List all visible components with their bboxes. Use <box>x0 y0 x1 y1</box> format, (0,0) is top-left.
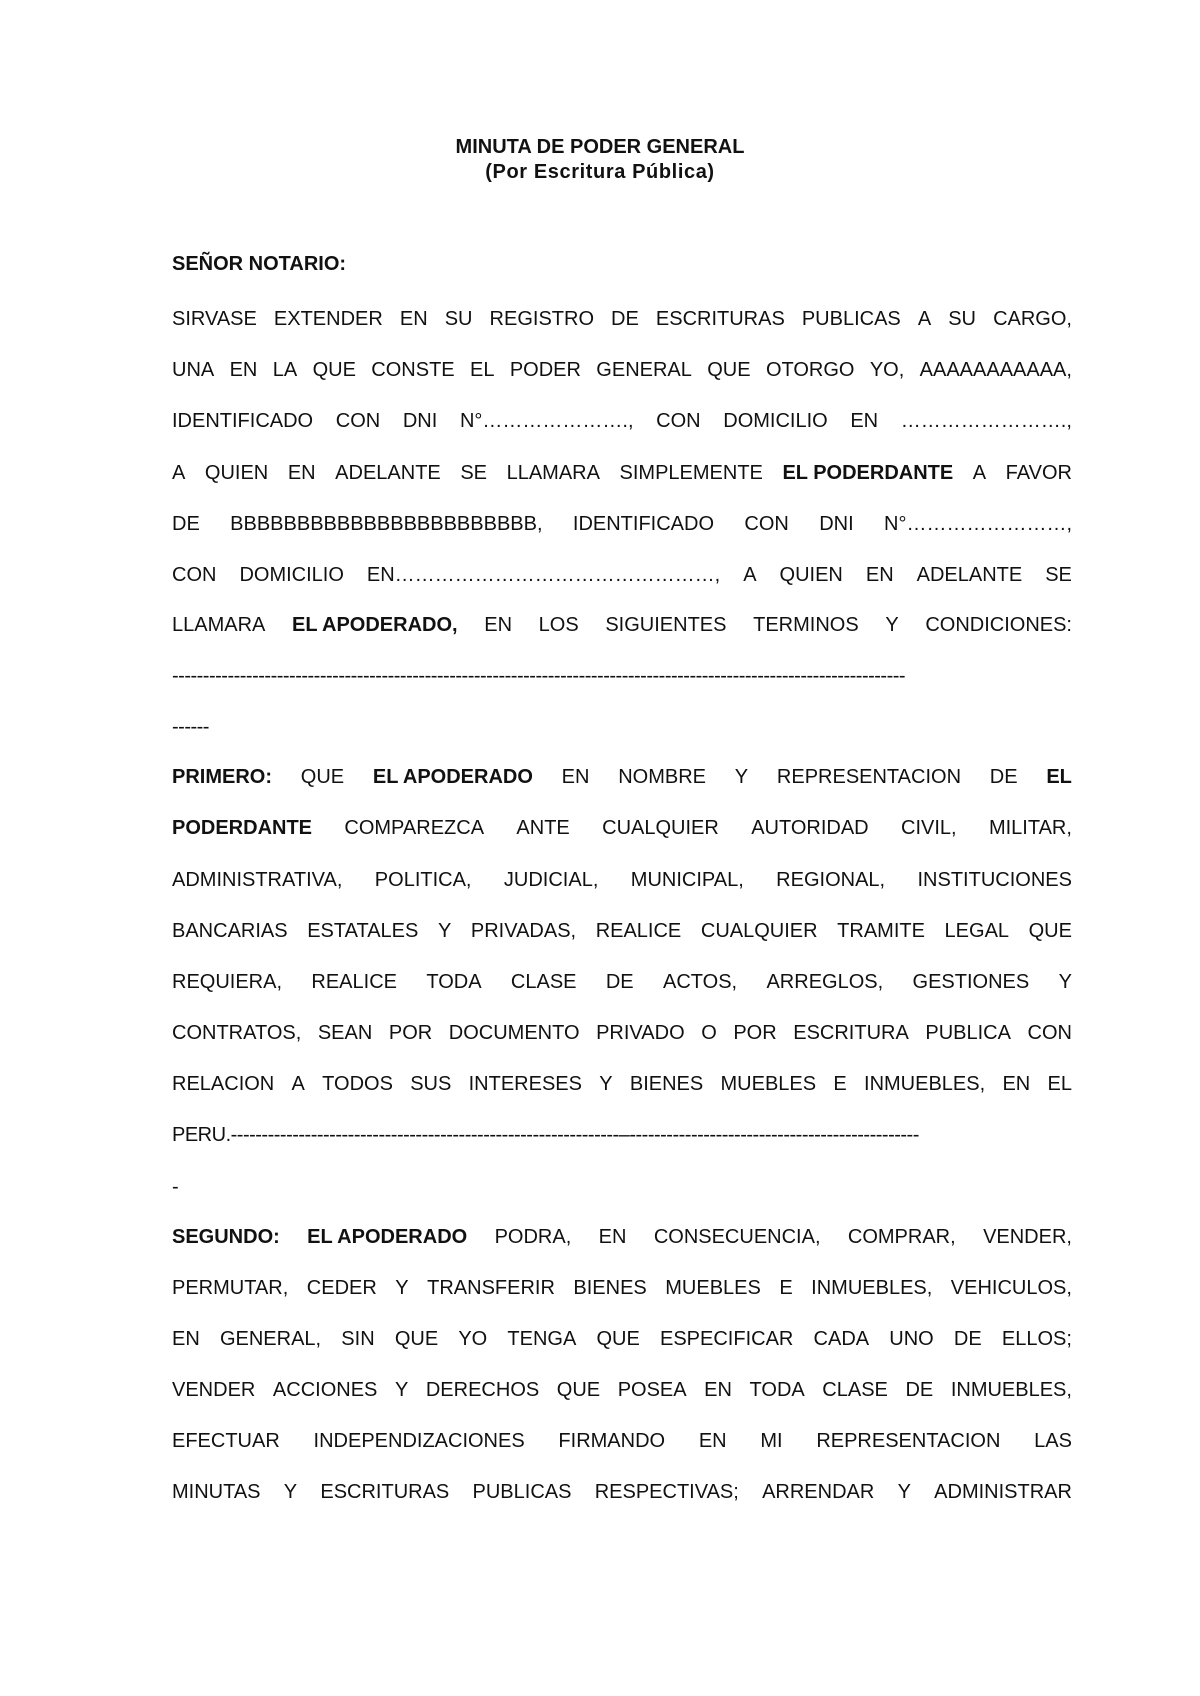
term-apoderado: EL APODERADO, <box>292 614 458 636</box>
clause-primero-line: RELACION A TODOS SUS INTERESES Y BIENES MUEBLES E INMUEBLES, EN EL <box>172 1073 1072 1095</box>
clause-label: SEGUNDO: <box>172 1226 280 1248</box>
clause-primero-line: PODERDANTE COMPAREZCA ANTE CUALQUIER AUTORIDAD CIVIL, MILITAR, <box>172 817 1072 839</box>
clause-segundo-line: VENDER ACCIONES Y DERECHOS QUE POSEA EN TODA CLASE DE INMUEBLES, <box>172 1379 1072 1401</box>
clause-segundo-line: MINUTAS Y ESCRITURAS PUBLICAS RESPECTIVAS; ARRENDAR Y ADMINISTRAR <box>172 1481 1072 1503</box>
intro-line: LLAMARA EL APODERADO, EN LOS SIGUIENTES TERMINOS Y CONDICIONES: <box>172 610 1072 640</box>
intro-line: SIRVASE EXTENDER EN SU REGISTRO DE ESCRITURAS PUBLICAS A SU CARGO, <box>172 308 1072 330</box>
clause-label: PRIMERO: <box>172 766 272 788</box>
document-subtitle: (Por Escritura Pública) <box>485 161 715 183</box>
clause-primero-line: REQUIERA, REALICE TODA CLASE DE ACTOS, ARREGLOS, GESTIONES Y <box>172 971 1072 993</box>
dash-separator: - <box>172 1176 179 1198</box>
dash-separator: ------ <box>172 716 209 738</box>
intro-line: A QUIEN EN ADELANTE SE LLAMARA SIMPLEMENTE EL PODERDANTE A FAVOR <box>172 458 1072 488</box>
term-poderdante: EL PODERDANTE <box>782 462 954 484</box>
clause-segundo-line: SEGUNDO: EL APODERADO PODRA, EN CONSECUENCIA, COMPRAR, VENDER, <box>172 1222 1072 1252</box>
document-title: MINUTA DE PODER GENERAL <box>455 136 745 158</box>
clause-segundo-line: PERMUTAR, CEDER Y TRANSFERIR BIENES MUEBLES E INMUEBLES, VEHICULOS, <box>172 1277 1072 1299</box>
clause-primero-line: PRIMERO: QUE EL APODERADO EN NOMBRE Y REPRESENTACION DE EL <box>172 762 1072 792</box>
salutation: SEÑOR NOTARIO: <box>172 253 347 275</box>
clause-segundo-line: EN GENERAL, SIN QUE YO TENGA QUE ESPECIFICAR CADA UNO DE ELLOS; <box>172 1328 1072 1350</box>
intro-line: UNA EN LA QUE CONSTE EL PODER GENERAL QUE OTORGO YO, AAAAAAAAAAA, <box>172 359 1072 381</box>
intro-line: DE BBBBBBBBBBBBBBBBBBBBBBB, IDENTIFICADO CON DNI N°……………………, <box>172 513 1072 535</box>
clause-primero-line: PERU.---------------------------------------------------------------–----------------------------------------------- <box>172 1124 919 1146</box>
clause-primero-line: BANCARIAS ESTATALES Y PRIVADAS, REALICE CUALQUIER TRAMITE LEGAL QUE <box>172 920 1072 942</box>
intro-line: IDENTIFICADO CON DNI N°…………………., CON DOMICILIO EN ……………………., <box>172 410 1072 432</box>
intro-line: CON DOMICILIO EN…………………………………………, A QUIEN EN ADELANTE SE <box>172 564 1072 586</box>
clause-primero-line: CONTRATOS, SEAN POR DOCUMENTO PRIVADO O POR ESCRITURA PUBLICA CON <box>172 1022 1072 1044</box>
dash-separator: ----------------------------------------------------------------------------------------------------------------------- <box>172 665 906 687</box>
clause-primero-line: ADMINISTRATIVA, POLITICA, JUDICIAL, MUNICIPAL, REGIONAL, INSTITUCIONES <box>172 869 1072 891</box>
clause-segundo-line: EFECTUAR INDEPENDIZACIONES FIRMANDO EN MI REPRESENTACION LAS <box>172 1430 1072 1452</box>
